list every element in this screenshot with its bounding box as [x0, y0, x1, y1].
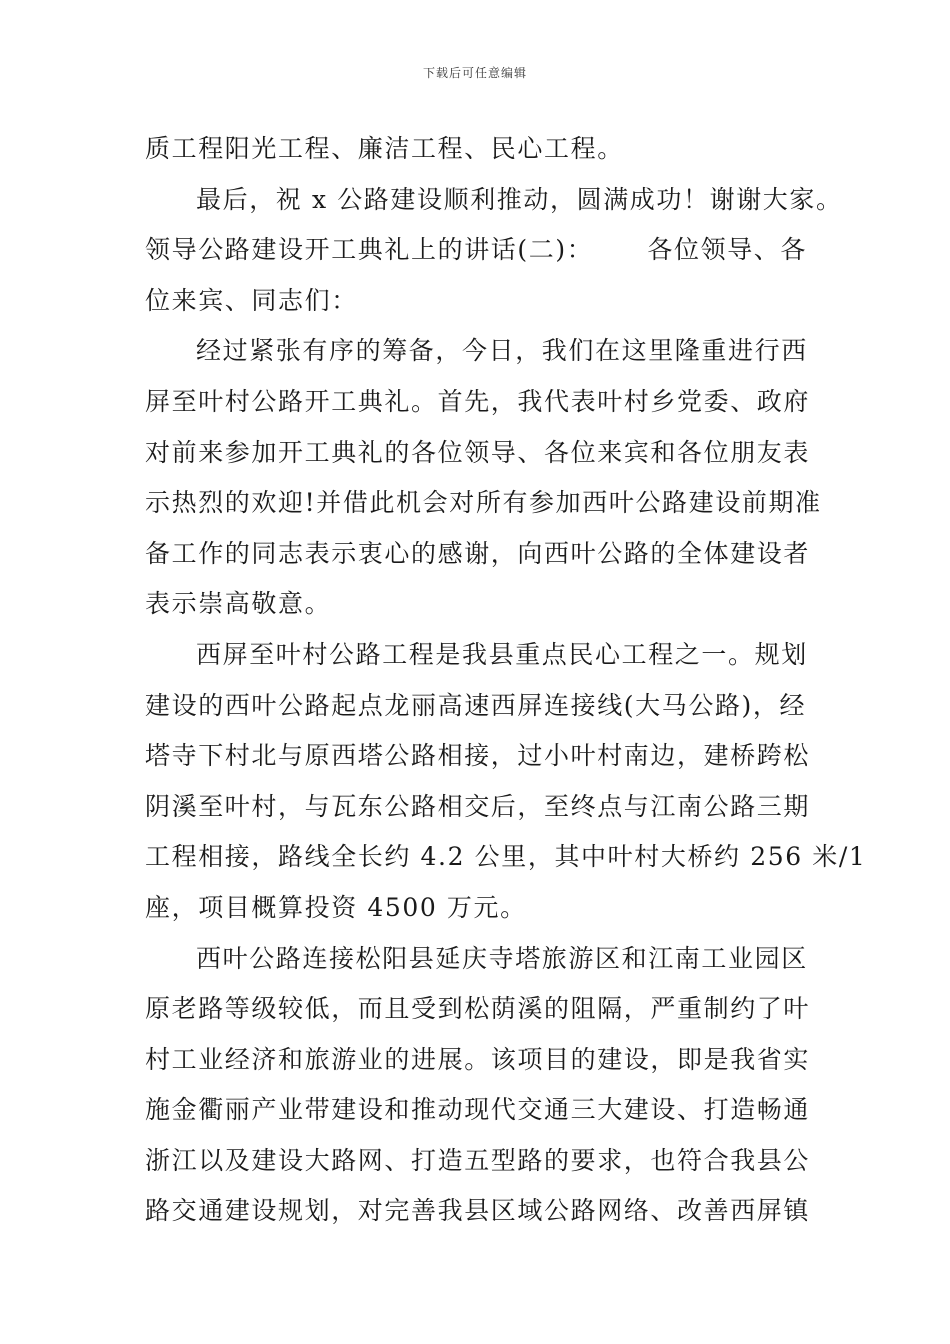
text-line: 路交通建设规划，对完善我县区域公路网络、改善西屏镇 — [145, 1196, 811, 1226]
text-line: 原老路等级较低，而且受到松荫溪的阻隔，严重制约了叶 — [145, 994, 811, 1024]
text-line: 经过紧张有序的筹备，今日，我们在这里隆重进行西 — [196, 336, 808, 366]
text-line: 最后，祝 x 公路建设顺利推动，圆满成功！谢谢大家。 — [196, 184, 843, 214]
document-body — [145, 124, 867, 1237]
text-line: 西叶公路连接松阳县延庆寺塔旅游区和江南工业园区 — [196, 943, 808, 973]
text-line: 位来宾、同志们： — [145, 285, 358, 315]
text-line: 工程相接，路线全长约 4.2 公里，其中叶村大桥约 256 米/1 — [145, 842, 867, 872]
text-line: 塔寺下村北与原西塔公路相接，过小叶村南边，建桥跨松 — [145, 741, 811, 771]
text-line: 质工程阳光工程、廉洁工程、民心工程。 — [145, 134, 624, 163]
text-line: 浙江以及建设大路网、打造五型路的要求，也符合我县公 — [145, 1145, 811, 1175]
text-line: 备工作的同志表示衷心的感谢，向西叶公路的全体建设者 — [145, 538, 811, 568]
text-line — [145, 225, 807, 276]
text-line: 建设的西叶公路起点龙丽高速西屏连接线(大马公路)，经 — [145, 690, 807, 720]
text-line: 村工业经济和旅游业的进展。该项目的建设，即是我省实 — [145, 1044, 811, 1074]
text-line: 屏至叶村公路开工典礼。首先，我代表叶村乡党委、政府 — [145, 386, 811, 416]
text-line: 座，项目概算投资 4500 万元。 — [145, 892, 527, 922]
text-line: 施金衢丽产业带建设和推动现代交通三大建设、打造畅通 — [145, 1095, 811, 1125]
speech-title: 领导公路建设开工典礼上的讲话(二)： — [145, 235, 594, 265]
text-line: 阴溪至叶村，与瓦东公路相交后，至终点与江南公路三期 — [145, 791, 811, 821]
salutation-start: 各位领导、各 — [647, 235, 807, 265]
text-line: 表示崇高敬意。 — [145, 589, 332, 619]
text-line: 西屏至叶村公路工程是我县重点民心工程之一。规划 — [196, 639, 808, 669]
text-line: 对前来参加开工典礼的各位领导、各位来宾和各位朋友表 — [145, 437, 811, 467]
page-header: 下载后可任意编辑 — [422, 66, 527, 80]
text-line: 示热烈的欢迎!并借此机会对所有参加西叶公路建设前期准 — [145, 488, 822, 518]
